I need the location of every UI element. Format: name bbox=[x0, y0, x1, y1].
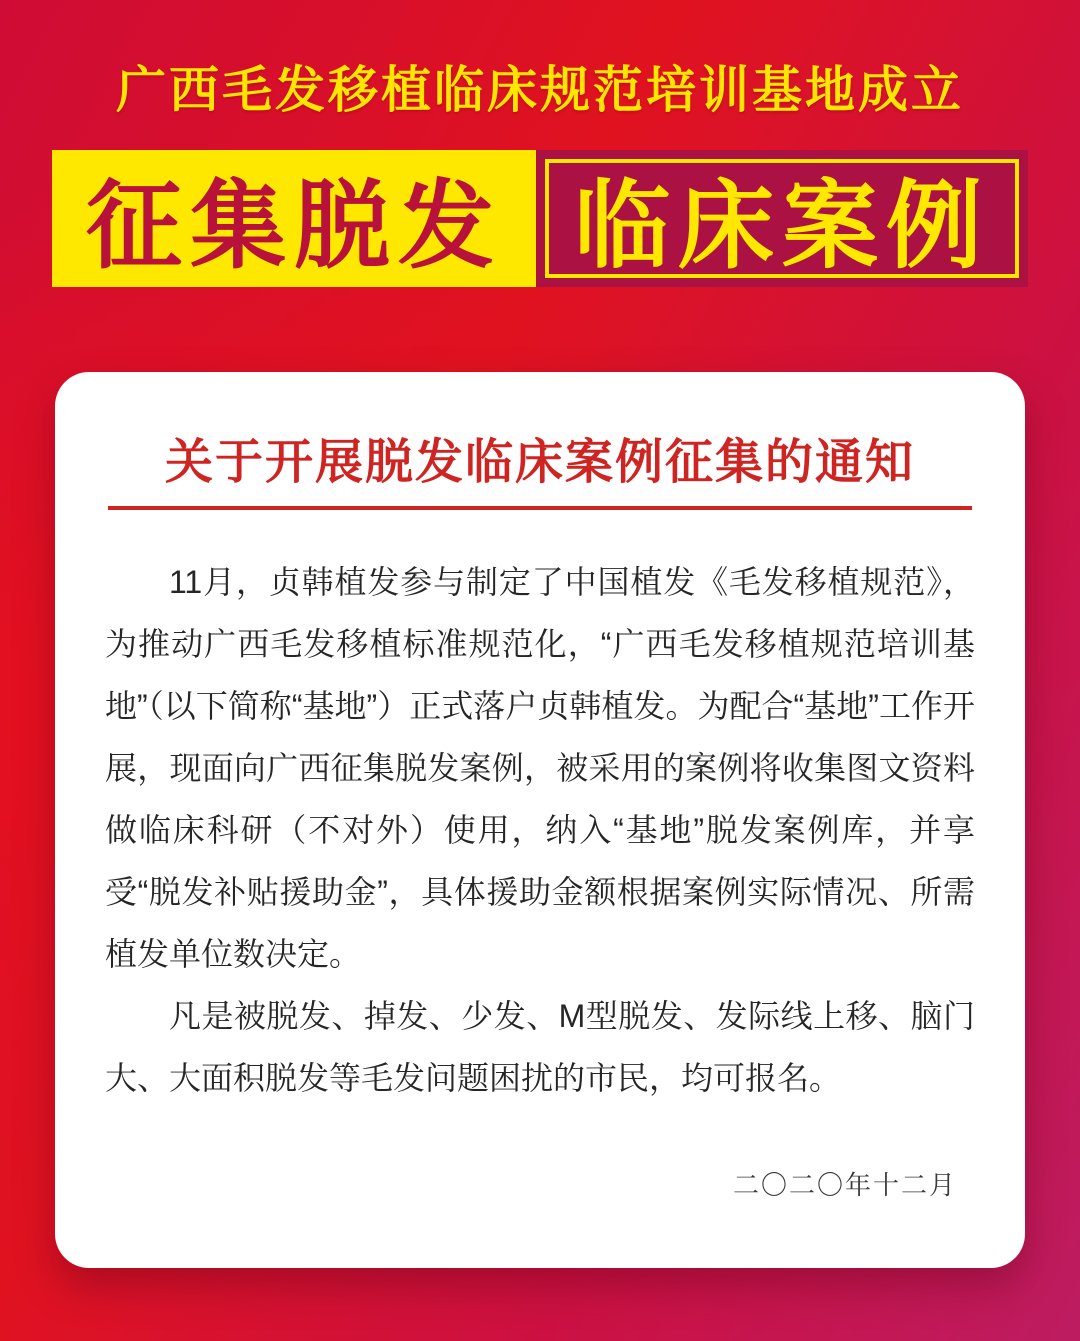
banner-right-box bbox=[536, 150, 1028, 287]
banner-right-label: 临床案例 bbox=[574, 173, 990, 280]
banner-left-box bbox=[52, 150, 536, 287]
notice-paragraph-1: 11月，贞韩植发参与制定了中国植发《毛发移植规范》，为推动广西毛发移植标准规范化，“广西毛发移植规范培训基地”（以下简称“基地”）正式落户贞韩植发。为配合“基地”工作开展，现面向广西征集脱发案例，被采用的案例将收集图文资料做临床科研（不对外）使用，纳入“基地”脱发案例库，并享受“脱发补贴援助金”，具体援助金额根据案例实际情况、所需植发单位数决定。 bbox=[105, 564, 975, 972]
headline-banner bbox=[52, 150, 1028, 287]
banner-left-label: 征集脱发 bbox=[86, 173, 502, 280]
notice-card bbox=[55, 372, 1025, 1268]
notice-paragraph-2: 凡是被脱发、掉发、少发、M型脱发、发际线上移、脑门大、大面积脱发等毛发问题困扰的市民，均可报名。 bbox=[105, 998, 975, 1096]
notice-date: 二〇二〇年十二月 bbox=[732, 1170, 957, 1200]
notice-body bbox=[105, 551, 975, 1109]
poster-top-title: 广西毛发移植临床规范培训基地成立 bbox=[116, 62, 964, 118]
notice-title-divider bbox=[108, 506, 972, 510]
notice-title: 关于开展脱发临床案例征集的通知 bbox=[164, 436, 915, 489]
